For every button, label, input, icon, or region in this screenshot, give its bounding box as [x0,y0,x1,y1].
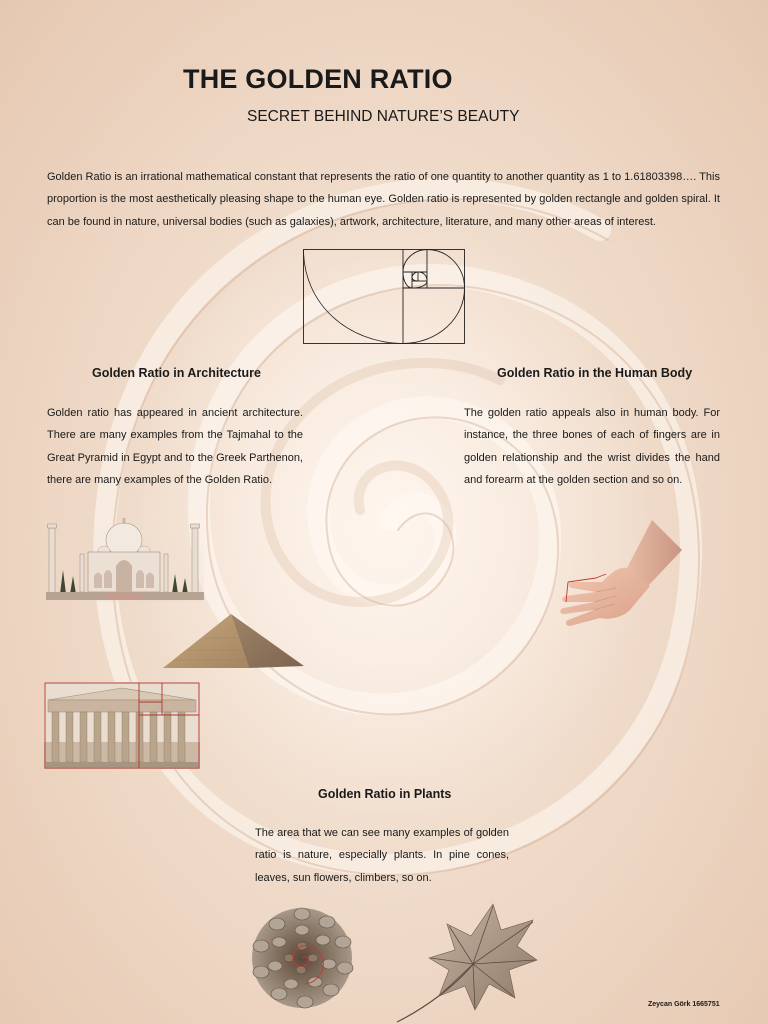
page-title: THE GOLDEN RATIO [183,64,453,94]
pyramid-image [163,612,305,670]
plants-heading: Golden Ratio in Plants [318,787,452,801]
architecture-heading: Golden Ratio in Architecture [92,366,262,380]
leaf-image [395,900,540,1024]
golden-spiral-diagram [303,249,466,345]
hand-image [556,518,686,632]
human-body-paragraph: The golden ratio appeals also in human body. For instance, the three bones of each of fingers are in golden relationship and the wrist divides the hand and forearm at the golden section and so on. [464,407,720,486]
intro-paragraph: Golden Ratio is an irrational mathematical constant that represents the ratio of one quantity to another quantity as 1 to 1.61803398…. This proportion is the most aesthetically pleasing shape to the human eye. Golden ratio is represented by golden rectangle and golden spiral. It can be found in nature, universal bodies (such as galaxies), artwork, architecture, literature, and many other areas of interest. [47,171,720,228]
taj-mahal-image [46,514,204,602]
page-subtitle: SECRET BEHIND NATURE’S BEAUTY [247,108,520,125]
human-body-heading: Golden Ratio in the Human Body [497,366,693,380]
plants-paragraph: The area that we can see many examples of golden ratio is nature, especially plants. In pine cones, leaves, sun flowers, climbers, so on. [255,827,509,884]
architecture-paragraph: Golden ratio has appeared in ancient architecture. There are many examples from the Tajmahal to the Great Pyramid in Egypt and to the Greek Parthenon, there are many examples of the Golden Ratio. [47,407,303,486]
author-credit: Zeycan Görk 1665751 [648,1001,720,1008]
parthenon-image [44,682,200,769]
pine-cone-image [249,906,355,1010]
